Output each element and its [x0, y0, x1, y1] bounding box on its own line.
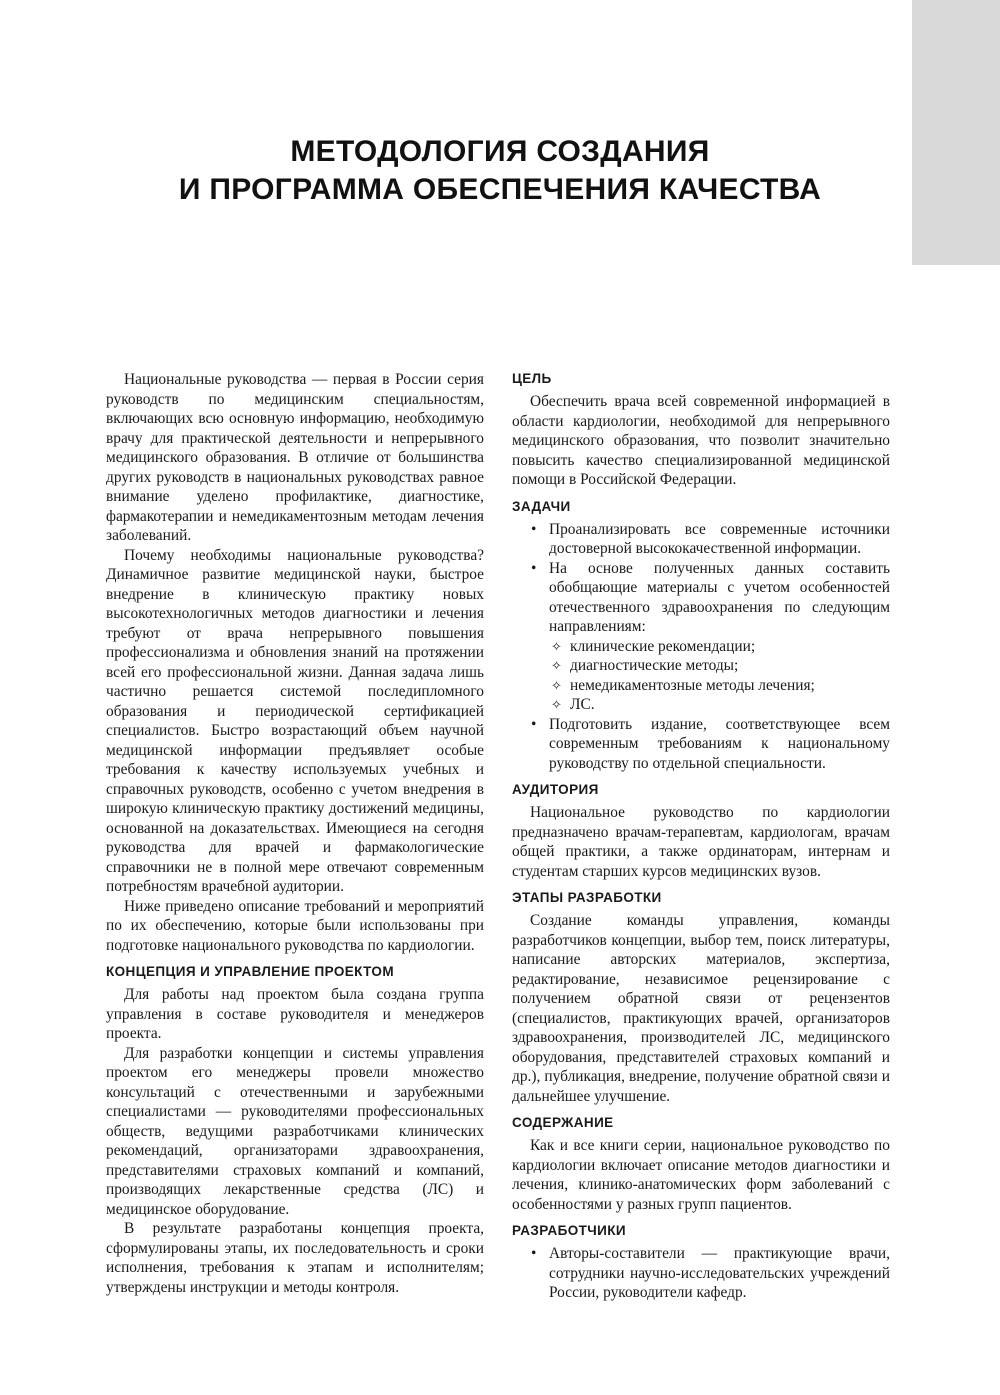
concept-paragraph-3: В результате разработаны концепция проекта, сформулированы этапы, их последовательность и сроки исполнения, требования к этапам и исполнителям; утверждены инструкции и методы контроля. [106, 1220, 484, 1296]
stages-paragraph: Создание команды управления, команды разработчиков концепции, выбор тем, поиск литературы, написание авторских материалов, экспертиза, редактирование, независимое рецензирование с получением обратной связи от рецензентов (специалистов, практикующих врачей, организаторов здравоохранения, производителей ЛС, медицинского оборудования, представителей страховых компаний и др.), публикация, внедрение, получение обратной связи и дальнейшее улучшение. [512, 912, 890, 1105]
tasks-item-3 [512, 715, 890, 774]
goal-heading: ЦЕЛЬ [512, 371, 552, 386]
tasks-list [512, 520, 890, 774]
tasks-heading: ЗАДАЧИ [512, 498, 571, 514]
concept-paragraph-2: Для разработки концепции и системы управления проектом его менеджеры провели множество консультаций с отечественными и зарубежными специалистами — руководителями профессиональных обществ, ведущими разработчиками клинических рекомендаций, организаторами здравоохранения, представителями страховых компаний и компаний, производящих лекарственные средства (ЛС) и медицинское оборудование. [106, 1044, 484, 1218]
goal-paragraph: Обеспечить врача всей современной информацией в области кардиологии, необходимой для непрерывного медицинского образования, что позволит значительно повысить качество специализированной медицинской помощи в Российской Федерации. [512, 393, 890, 488]
developers-item-1-text: Авторы-составители — практикующие врачи, сотрудники научно-исследовательских учреждений России, руководители кафедр. [549, 1245, 890, 1301]
tasks-subitem: ✧ диагностические методы; [549, 656, 890, 676]
tasks-sublist [549, 637, 890, 715]
concept-heading: КОНЦЕПЦИЯ И УПРАВЛЕНИЕ ПРОЕКТОМ [106, 964, 394, 979]
developers-heading: РАЗРАБОТЧИКИ [512, 1223, 626, 1238]
audience-paragraph: Национальное руководство по кардиологии предназначено врачам-терапевтам, кардиологам, врачам общей практики, а также ординаторам, интернам и студентам старших курсов медицинских вузов. [512, 804, 890, 880]
content-heading: СОДЕРЖАНИЕ [512, 1115, 614, 1130]
intro-paragraph-1: Национальные руководства — первая в России серия руководств по медицинским специальностям, включающих всю основную информацию, необходимую врачу для практической деятельности и непрерывного медицинского образования. В отличие от большинства других руководств в национальных руководствах равное внимание уделено профилактике, диагностике, фармакотерапии и немедикаментозным методам лечения заболеваний. [106, 371, 484, 544]
tasks-subitem: ✧ ЛС. [549, 695, 890, 715]
concept-paragraph-1: Для работы над проектом была создана группа управления в составе руководителя и менеджеров проекта. [106, 986, 484, 1042]
audience-heading: АУДИТОРИЯ [512, 782, 599, 797]
page-title [0, 133, 1000, 209]
right-column [512, 370, 890, 1303]
left-column [106, 370, 484, 1297]
title-line-2: И ПРОГРАММА ОБЕСПЕЧЕНИЯ КАЧЕСТВА [178, 173, 822, 206]
intro-paragraph-3: Ниже приведено описание требований и мероприятий по их обеспечению, которые были использованы при подготовке национального руководства по кардиологии. [106, 897, 484, 954]
developers-list [512, 1244, 890, 1303]
tasks-item-2 [512, 559, 890, 715]
title-line-1: МЕТОДОЛОГИЯ СОЗДАНИЯ [290, 135, 710, 168]
tasks-subitem: ✧ немедикаментозные методы лечения; [549, 676, 890, 696]
content-paragraph: Как и все книги серии, национальное руководство по кардиологии включает описание методов диагностики и лечения, клинико-анатомических форм заболеваний с особенностями у разных групп пациентов. [512, 1137, 890, 1213]
tasks-item-1 [512, 520, 890, 559]
tasks-item-3-text: Подготовить издание, соответствующее всем современным требованиям к национальному руководству по отдельной специальности. [549, 715, 890, 772]
developers-item-1 [512, 1244, 890, 1303]
tasks-item-2-text: На основе полученных данных составить обобщающие материалы с учетом особенностей отечественного здравоохранения по следующим направлениям: [549, 559, 890, 635]
tasks-item-1-text: Проанализировать все современные источники достоверной высококачественной информации. [549, 520, 890, 557]
stages-heading: ЭТАПЫ РАЗРАБОТКИ [512, 890, 662, 905]
intro-paragraph-2: Почему необходимы национальные руководства? Динамичное развитие медицинской науки, быстрое внедрение в клиническую практику новых высокотехнологичных методов диагностики и лечения требуют от врача непрерывного повышения профессионализма и обновления знаний на протяжении всей его профессиональной жизни. Данная задача лишь частично решается системой последипломного образования и периодической сертификацией специалистов. Быстро возрастающий объем научной медицинской информации предъявляет особые требования к качеству используемых учебных и справочных руководств, особенно с учетом внедрения в широкую клиническую практику достижений медицины, основанной на доказательствах. Имеющиеся на сегодня руководства для врачей и фармакологические справочники не в полной мере отвечают современным потребностям врачебной аудитории. [106, 546, 484, 895]
tasks-subitem: ✧ клинические рекомендации; [549, 637, 890, 657]
